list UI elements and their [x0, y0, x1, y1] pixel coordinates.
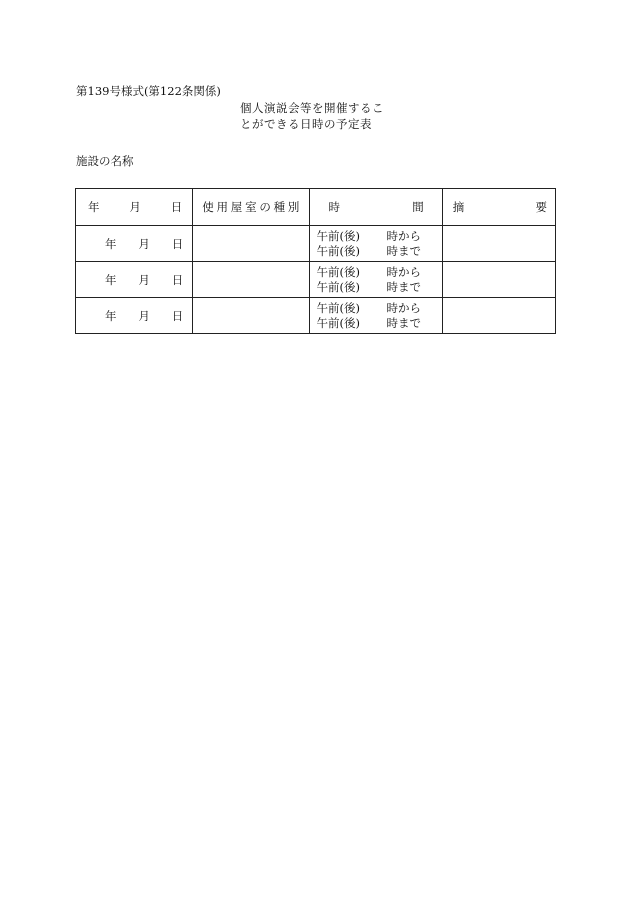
room-type-cell[interactable]	[193, 262, 310, 298]
facility-name-label: 施設の名称	[76, 154, 134, 168]
document-title	[240, 100, 384, 132]
time-cell[interactable]	[310, 262, 442, 298]
time-to-suffix: 時まで	[386, 243, 421, 258]
time-from-suffix: 時から	[386, 228, 421, 243]
date-month-label: 月	[138, 236, 150, 251]
header-note	[442, 189, 555, 226]
header-date	[76, 189, 193, 226]
room-type-cell[interactable]	[193, 298, 310, 334]
time-to-line	[316, 244, 441, 259]
time-from-ampm: 午前(後)	[316, 300, 360, 315]
document-title-line-1: 個人演説会等を開催するこ	[240, 101, 384, 115]
table-row	[76, 262, 556, 298]
date-day-label: 日	[171, 272, 184, 287]
table-header-row	[76, 189, 556, 226]
date-month-label: 月	[138, 308, 150, 323]
header-room-char: 別	[287, 200, 300, 214]
time-from-suffix: 時から	[386, 264, 421, 279]
header-room-char: 室	[245, 200, 257, 214]
date-day-label: 日	[171, 236, 184, 251]
time-from-line	[316, 301, 441, 316]
document-title-line-2: とができる日時の予定表	[240, 117, 372, 131]
header-room-char: 使	[202, 200, 214, 214]
header-room-char: 屋	[230, 200, 243, 214]
header-room-char: の	[259, 200, 271, 214]
date-year-label: 年	[105, 308, 117, 323]
header-date-year: 年	[88, 200, 100, 214]
date-cell[interactable]	[76, 226, 193, 262]
date-cell[interactable]	[76, 262, 193, 298]
date-year-label: 年	[105, 236, 117, 251]
header-room-char: 種	[273, 200, 286, 214]
time-from-suffix: 時から	[386, 300, 421, 315]
time-from-ampm: 午前(後)	[316, 264, 360, 279]
time-from-line	[316, 229, 441, 244]
header-time	[310, 189, 442, 226]
date-day-label: 日	[171, 308, 184, 323]
schedule-table	[75, 188, 556, 334]
time-from-ampm: 午前(後)	[316, 228, 360, 243]
time-to-ampm: 午前(後)	[316, 243, 360, 258]
date-year-label: 年	[105, 272, 117, 287]
table-row	[76, 298, 556, 334]
time-to-ampm: 午前(後)	[316, 279, 360, 294]
form-number: 第139号様式(第122条関係)	[76, 84, 221, 98]
header-room-type	[193, 189, 310, 226]
time-to-suffix: 時まで	[386, 315, 421, 330]
time-from-line	[316, 265, 441, 280]
header-date-month: 月	[129, 200, 141, 214]
room-type-cell[interactable]	[193, 226, 310, 262]
header-note-char: 要	[535, 200, 547, 214]
time-to-ampm: 午前(後)	[316, 315, 360, 330]
note-cell[interactable]	[442, 226, 555, 262]
time-to-line	[316, 316, 441, 331]
header-date-day: 日	[170, 200, 183, 214]
date-month-label: 月	[138, 272, 150, 287]
header-time-char: 時	[328, 200, 340, 214]
header-time-char: 間	[412, 200, 424, 214]
time-to-line	[316, 280, 441, 295]
note-cell[interactable]	[442, 262, 555, 298]
header-room-char: 用	[216, 200, 229, 214]
table-row	[76, 226, 556, 262]
time-cell[interactable]	[310, 226, 442, 262]
note-cell[interactable]	[442, 298, 555, 334]
time-cell[interactable]	[310, 298, 442, 334]
header-note-char: 摘	[452, 200, 465, 214]
date-cell[interactable]	[76, 298, 193, 334]
time-to-suffix: 時まで	[386, 279, 421, 294]
